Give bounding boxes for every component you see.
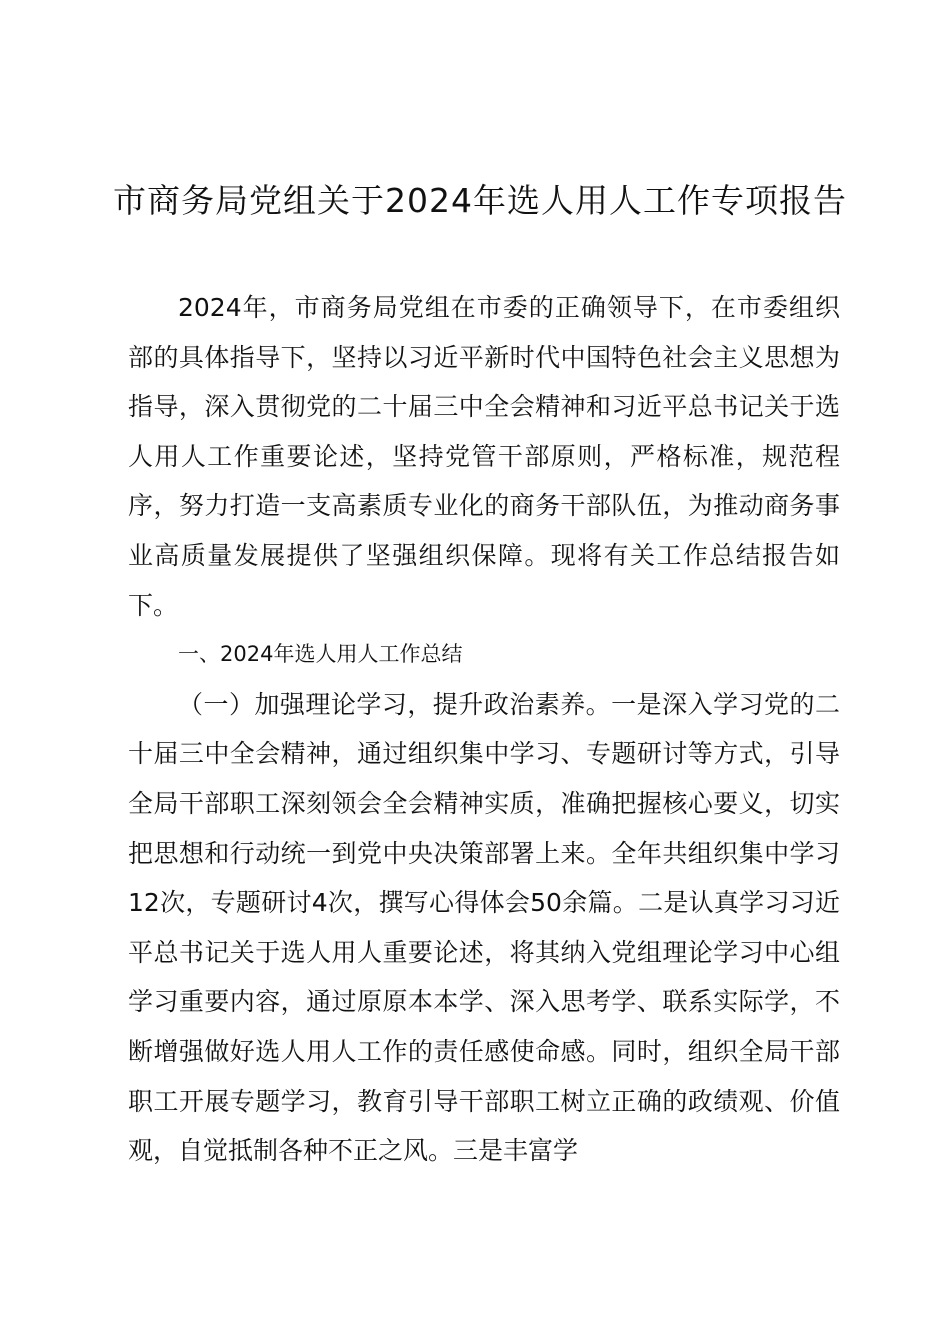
- document-title: 市商务局党组关于2024年选人用人工作专项报告: [113, 181, 847, 220]
- intro-paragraph: 2024年，市商务局党组在市委的正确领导下，在市委组织部的具体指导下，坚持以习近平新时代中国特色社会主义思想为指导，深入贯彻党的二十届三中全会精神和习近平总书记关于选人用人工作重要论述，坚持党管干部原则，严格标准，规范程序，努力打造一支高素质专业化的商务干部队伍，为推动商务事业高质量发展提供了坚强组织保障。现将有关工作总结报告如下。: [128, 293, 840, 620]
- body-paragraph: （一）加强理论学习，提升政治素养。一是深入学习党的二十届三中全会精神，通过组织集中学习、专题研讨等方式，引导全局干部职工深刻领会全会精神实质，准确把握核心要义，切实把思想和行动统一到党中央决策部署上来。全年共组织集中学习12次，专题研讨4次，撰写心得体会50余篇。二是认真学习习近平总书记关于选人用人重要论述，将其纳入党组理论学习中心组学习重要内容，通过原原本本学、深入思考学、联系实际学，不断增强做好选人用人工作的责任感使命感。同时，组织全局干部职工开展专题学习，教育引导干部职工树立正确的政绩观、价值观，自觉抵制各种不正之风。三是丰富学: [128, 689, 840, 1166]
- document-body: [128, 283, 840, 1176]
- section-heading: 一、2024年选人用人工作总结: [178, 642, 463, 667]
